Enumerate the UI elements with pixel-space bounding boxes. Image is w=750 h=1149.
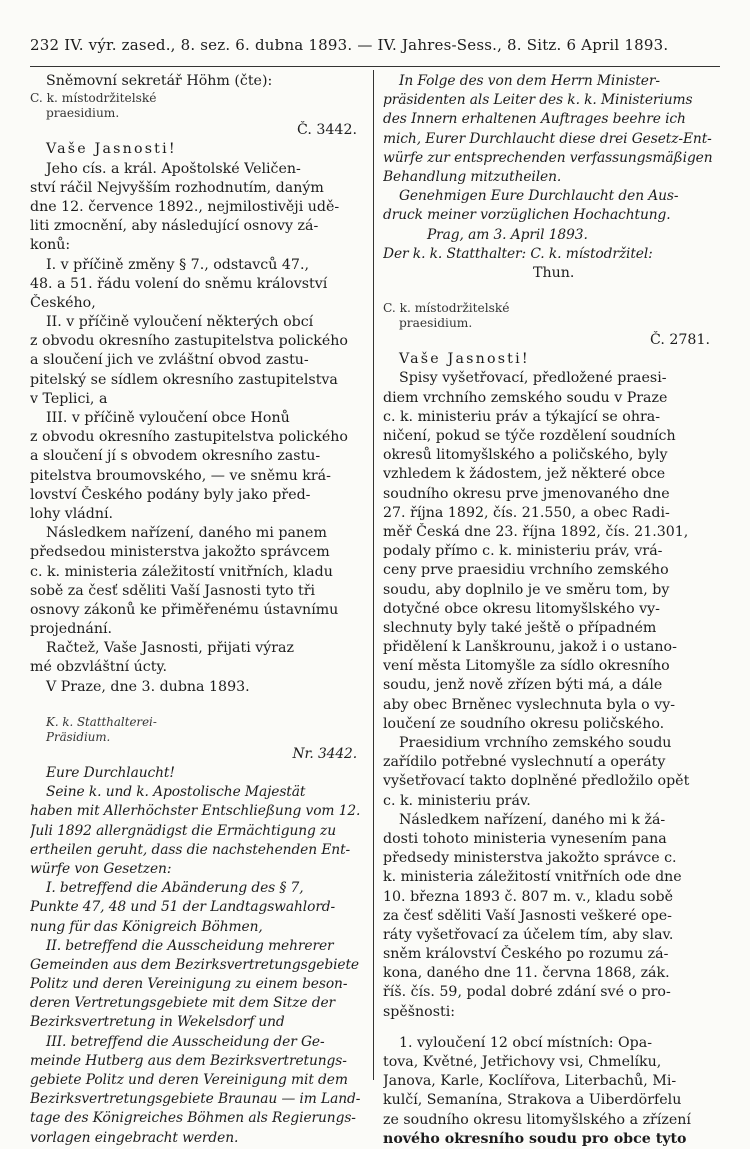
- text-line: deren Vertretungsgebiete mit dem Sitze der: [30, 995, 336, 1012]
- text-line: z obvodu okresního zastupitelstva polického: [30, 333, 348, 350]
- text-line: říš. čís. 59, podal dobré zdání své o pro-: [383, 984, 671, 1001]
- text-line: konů:: [30, 237, 71, 254]
- speaker-line: Sněmovní sekretář Höhm (čte):: [46, 73, 273, 89]
- text-line: Seine k. und k. Apostolische Majestät: [46, 784, 306, 801]
- text-line: II. v příčině vyloučení některých obcí: [46, 314, 314, 331]
- text-line: lohy vládní.: [30, 505, 114, 522]
- text-line: 48. a 51. řádu volení do sněmu království: [30, 275, 328, 292]
- sender-line: C. k. místodržitelské: [30, 91, 157, 106]
- text-line: diem vrchního zemského soudu v Praze: [383, 389, 668, 406]
- date-line: Prag, am 3. April 1893.: [427, 226, 588, 243]
- right-column: [383, 72, 718, 1149]
- text-line: Račtež, Vaše Jasnosti, přijati výraz: [46, 640, 294, 657]
- text-line: Gemeinden aus dem Bezirksvertretungsgebiete: [30, 956, 359, 973]
- text-line: Bezirksvertretungsgebiete Braunau — im Land-: [30, 1091, 361, 1108]
- text-line: okresů litomyšlského a poličského, byly: [383, 447, 668, 464]
- text-line: nového okresního soudu pro obce tyto: [383, 1130, 687, 1147]
- text-line: ničení, pokud se týče rozdělení soudních: [383, 428, 676, 444]
- text-line: kona, daného dne 11. června 1868, zák.: [383, 965, 670, 982]
- text-line: ze soudního okresu litomyšlského a zřízení: [383, 1111, 691, 1128]
- text-line: dne 12. července 1892., nejmilostivěji udě-: [30, 198, 340, 215]
- date-line: V Praze, dne 3. dubna 1893.: [46, 678, 250, 695]
- text-line: Následkem nařízení, daného mi panem: [46, 525, 327, 542]
- text-line: mé obzvláštní úcty.: [30, 659, 168, 676]
- text-line: aby obec Brněnec vyslechnuta byla o vy-: [383, 696, 676, 713]
- text-line: vyšetřovací takto doplněné předložilo opět: [383, 773, 690, 790]
- text-line: Janova, Karle, Koclířova, Literbachů, Mi-: [383, 1073, 677, 1090]
- text-line: 27. října 1892, čís. 21.550, a obec Radi-: [383, 504, 670, 521]
- text-line: Bezirksvertretung in Wekelsdorf und: [30, 1014, 285, 1031]
- text-line: präsidenten als Leiter des k. k. Ministeriums: [383, 92, 693, 109]
- sender-line: praesidium.: [399, 316, 473, 331]
- text-line: mich, Eurer Durchlaucht diese drei Gesetz-Ent-: [383, 130, 712, 147]
- text-line: Juli 1892 allergnädigst die Ermächtigung zu: [30, 822, 336, 839]
- salutation-german: Eure Durchlaucht!: [46, 765, 175, 781]
- text-line: měř Česká dne 23. října 1892, čís. 21.301,: [383, 523, 689, 540]
- salutation: Vaše Jasnosti!: [46, 141, 177, 158]
- text-line: gebiete Politz und deren Vereinigung mit dem: [30, 1072, 348, 1088]
- text-line: I. v příčině změny § 7., odstavců 47.,: [46, 256, 309, 273]
- text-line: soudu, aby doplnilo je ve směru tom, by: [383, 581, 670, 598]
- spacer: [383, 1022, 718, 1034]
- text-line: sněm království Českého po rozumu zá-: [383, 946, 669, 963]
- text-line: vorlagen eingebracht werden.: [30, 1129, 239, 1146]
- text-line: 10. března 1893 č. 807 m. v., kladu sobě: [383, 888, 674, 905]
- text-line: soudu, jenž nově zřízen býti má, a dále: [383, 677, 663, 694]
- text-line: podaly přímo c. k. ministeriu práv, vrá-: [383, 543, 663, 560]
- text-line: k. ministeria záležitostí vnitřních ode dne: [383, 869, 682, 886]
- text-line: des Innern erhaltenen Auftrages beehre ich: [383, 111, 686, 128]
- text-line: projednání.: [30, 621, 113, 638]
- text-line: liti zmocnění, aby následující osnovy zá-: [30, 218, 319, 235]
- sender-line: C. k. místodržitelské: [383, 301, 510, 316]
- text-line: tova, Květné, Jetřichovy vsi, Chmelíku,: [383, 1054, 662, 1070]
- text-line: haben mit Allerhöchster Entschließung vom 12.: [30, 803, 361, 820]
- text-line: vení města Litomyšle za sídlo okresního: [383, 658, 670, 675]
- text-line: dotyčné obce okresu litomyšlského vy-: [383, 600, 660, 617]
- text-line: Spisy vyšetřovací, předložené praesi-: [399, 370, 667, 387]
- text-line: za česť sděliti Vaší Jasnosti veškeré ope-: [383, 907, 672, 924]
- text-line: ertheilen geruht, dass die nachstehenden Ent-: [30, 841, 351, 858]
- text-line: ství ráčil Nejvyšším rozhodnutím, daným: [30, 179, 324, 196]
- text-line: c. k. ministeriu práv.: [383, 792, 531, 809]
- left-column: [30, 72, 365, 1148]
- text-line: meinde Hutberg aus dem Bezirksvertretungs-: [30, 1052, 347, 1069]
- reference-number: Č. 3442.: [297, 122, 357, 139]
- text-line: Následkem nařízení, daného mi k žá-: [399, 811, 666, 828]
- text-line: pitelstva broumovského, — ve sněmu krá-: [30, 467, 331, 484]
- text-line: Politz und deren Vereinigung zu einem beson-: [30, 976, 348, 993]
- text-line: 1. vyloučení 12 obcí místních: Opa-: [399, 1034, 652, 1051]
- text-line: würfe zur entsprechenden verfassungsmäßigen: [383, 149, 713, 166]
- text-line: nung für das Königreich Böhmen,: [30, 918, 263, 935]
- sender-line: praesidium.: [46, 106, 120, 121]
- signature-name: Thun.: [533, 264, 575, 281]
- reference-number-german: Nr. 3442.: [292, 745, 357, 762]
- text-line: vzhledem k žádostem, jež některé obce: [383, 466, 666, 483]
- text-line: würfe von Gesetzen:: [30, 860, 172, 877]
- text-line: Jeho cís. a král. Apoštolské Veličen-: [46, 160, 301, 177]
- text-line: slechnuty byly také ještě o případném: [383, 619, 657, 636]
- text-line: kulčí, Semanína, Strakova a Uiberdörfelu: [383, 1092, 682, 1109]
- text-line: osnovy zákonů ke přiměřenému ústavnímu: [30, 601, 339, 618]
- spacer: [383, 283, 718, 301]
- text-line: Genehmigen Eure Durchlaucht den Aus-: [399, 188, 679, 205]
- text-line: In Folge des von dem Herrn Minister-: [399, 73, 660, 89]
- text-line: lovství Českého podány byly jako před-: [30, 486, 311, 503]
- reference-number: Č. 2781.: [650, 332, 710, 349]
- text-line: I. betreffend die Abänderung des § 7,: [46, 880, 304, 897]
- text-line: loučení ze soudního okresu poličského.: [383, 715, 665, 732]
- text-line: přidělení k Lanškrounu, jakož i o ustano-: [383, 639, 677, 656]
- text-line: spěšnosti:: [383, 1003, 456, 1020]
- text-line: soudního okresu prve jmenovaného dne: [383, 485, 670, 502]
- text-line: a sloučení jich ve zvláštní obvod zastu-: [30, 352, 309, 369]
- text-line: c. k. ministeria záležitostí vnitřních, kladu: [30, 563, 333, 580]
- text-line: Českého,: [30, 294, 96, 311]
- text-line: III. betreffend die Ausscheidung der Ge-: [46, 1033, 325, 1050]
- text-line: Punkte 47, 48 und 51 der Landtagswahlord-: [30, 899, 336, 916]
- column-divider: [373, 70, 374, 1080]
- text-line: pitelský se sídlem okresního zastupitelstva: [30, 371, 338, 388]
- text-line: předsedou ministerstva jakožto správcem: [30, 544, 330, 561]
- signature-line: Der k. k. Statthalter: C. k. místodržitel:: [383, 245, 653, 262]
- sender-line-german: Präsidium.: [46, 729, 111, 744]
- text-line: tage des Königreiches Böhmen als Regierungs-: [30, 1110, 356, 1127]
- text-line: ceny prve praesidiu vrchního zemského: [383, 562, 669, 579]
- header-rule: [30, 66, 720, 67]
- text-line: předsedy ministerstva jakožto správce c.: [383, 850, 677, 867]
- text-line: zařídilo potřebné vyslechnutí a operáty: [383, 754, 666, 771]
- text-line: c. k. ministeriu práv a týkající se ohra-: [383, 408, 661, 425]
- text-line: Praesidium vrchního zemského soudu: [399, 735, 672, 751]
- text-line: Behandlung mitzutheilen.: [383, 168, 562, 185]
- page-header: 232 IV. výr. zased., 8. sez. 6. dubna 1893. — IV. Jahres-Sess., 8. Sitz. 6 April 1893.: [30, 36, 669, 54]
- text-line: druck meiner vorzüglichen Hochachtung.: [383, 207, 671, 224]
- sender-line-german: K. k. Statthalterei-: [46, 714, 157, 729]
- spacer: [30, 697, 365, 715]
- text-line: a sloučení jí s obvodem okresního zastu-: [30, 448, 321, 465]
- text-line: ráty vyšetřovací za účelem tím, aby slav.: [383, 926, 674, 943]
- text-line: v Teplici, a: [30, 390, 108, 407]
- salutation: Vaše Jasnosti!: [399, 351, 530, 368]
- text-line: z obvodu okresního zastupitelstva polického: [30, 429, 348, 446]
- text-line: dosti tohoto ministeria vynesením pana: [383, 830, 667, 847]
- text-line: III. v příčině vyloučení obce Honů: [46, 410, 290, 426]
- text-line: sobě za česť sděliti Vaší Jasnosti tyto tři: [30, 582, 316, 599]
- text-line: II. betreffend die Ausscheidung mehrerer: [46, 937, 334, 954]
